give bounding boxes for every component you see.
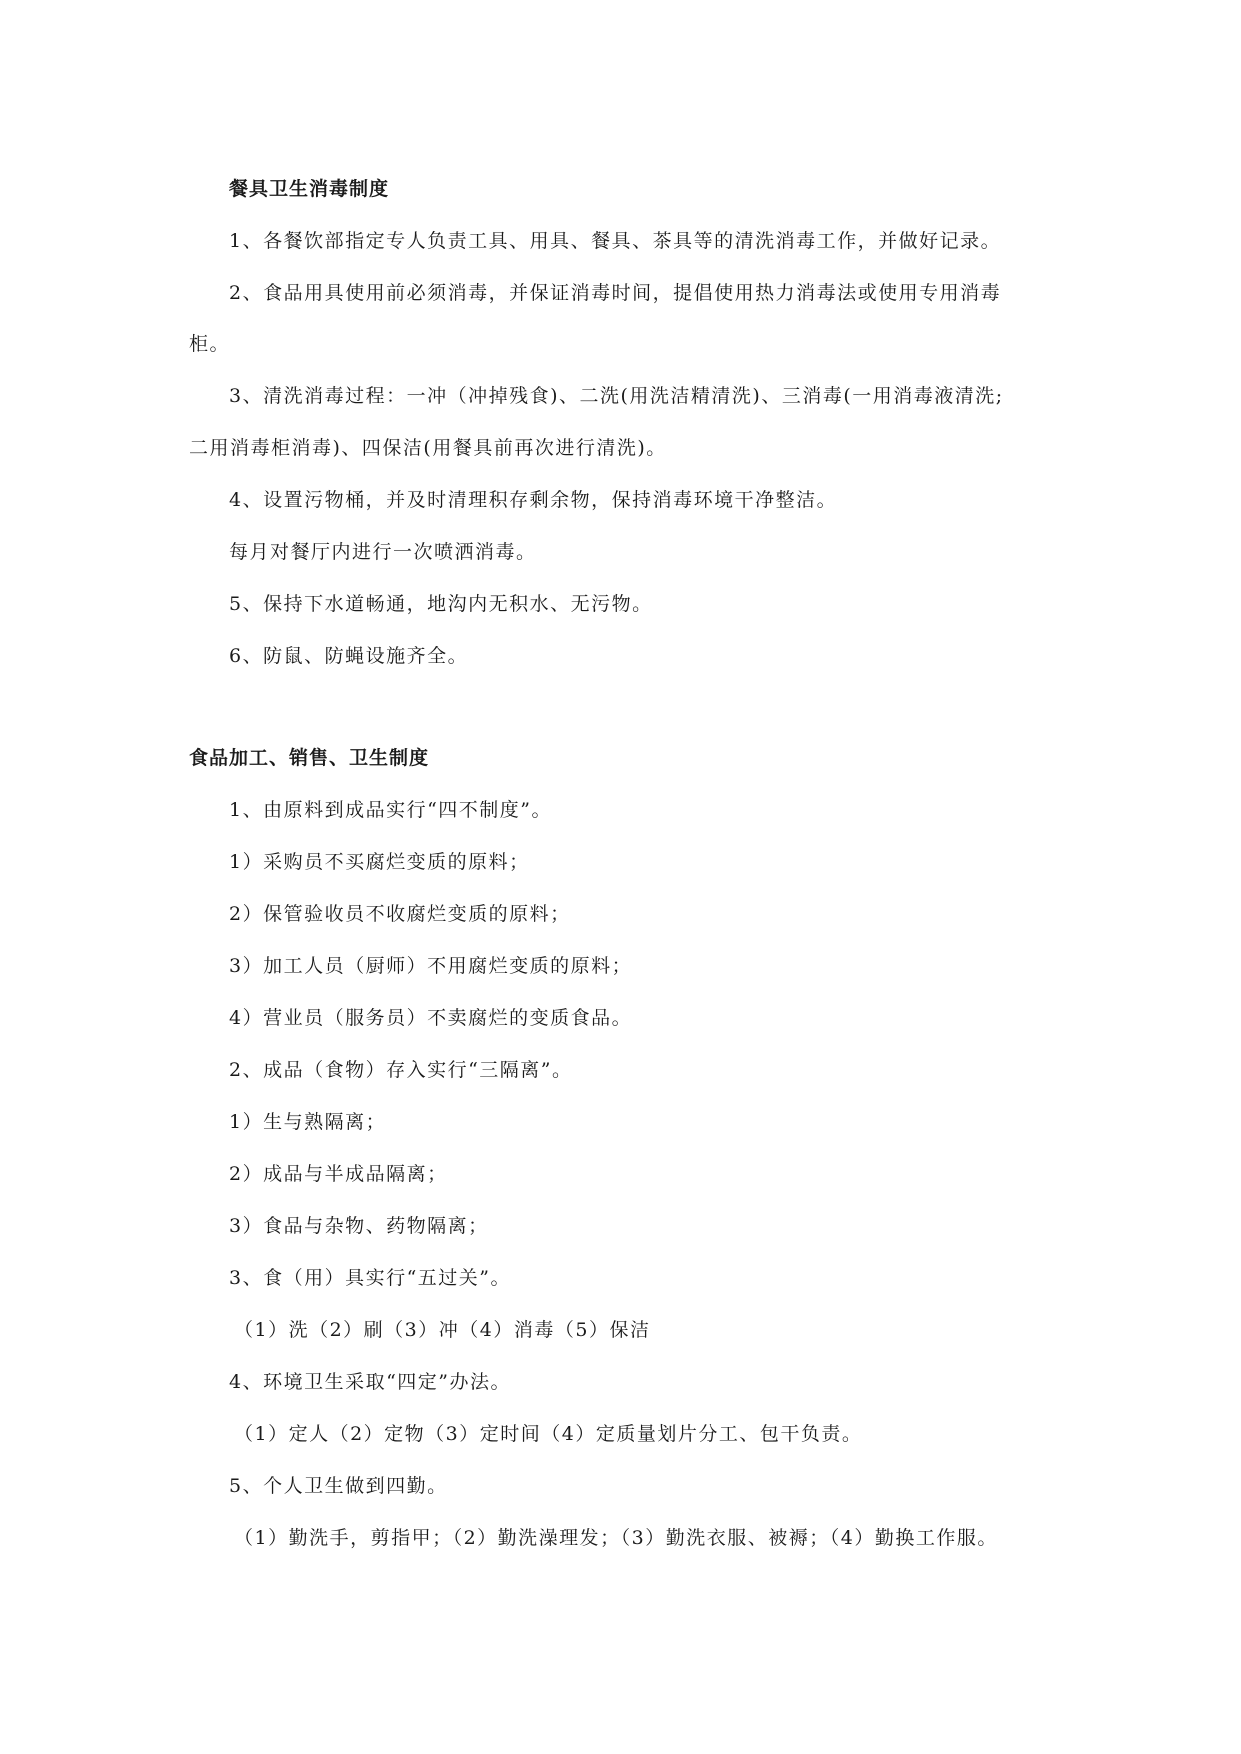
section1-item-4: 4、设置污物桶，并及时清理积存剩余物，保持消毒环境干净整洁。	[229, 489, 838, 511]
section1-item-1: 1、各餐饮部指定专人负责工具、用具、餐具、茶具等的清洗消毒工作，并做好记录。	[229, 230, 1002, 252]
section2-line-6: 2、成品（食物）存入实行“三隔离”。	[229, 1059, 573, 1081]
section2-title: 食品加工、销售、卫生制度	[189, 747, 430, 769]
section1-item-3-line1: 3、清洗消毒过程：一冲（冲掉残食)、二洗(用洗洁精清洗)、三消毒(一用消毒液清洗;	[229, 385, 1004, 407]
section2-line-12: 4、环境卫生采取“四定”办法。	[229, 1371, 512, 1393]
section1-item-2-line1: 2、食品用具使用前必须消毒，并保证消毒时间，提倡使用热力消毒法或使用专用消毒	[229, 282, 1002, 304]
section2-line-2: 1）采购员不买腐烂变质的原料；	[229, 851, 530, 873]
section1-item-2-line2: 柜。	[189, 333, 231, 355]
section2-line-14: 5、个人卫生做到四勤。	[229, 1475, 448, 1497]
section1-item-5: 5、保持下水道畅通，地沟内无积水、无污物。	[229, 593, 653, 615]
section2-line-5: 4）营业员（服务员）不卖腐烂的变质食品。	[229, 1007, 633, 1029]
section2-line-10: 3、食（用）具实行“五过关”。	[229, 1267, 512, 1289]
section1-item-6: 6、防鼠、防蝇设施齐全。	[229, 645, 469, 667]
section2-line-4: 3）加工人员（厨师）不用腐烂变质的原料；	[229, 955, 633, 977]
section1-item-4b: 每月对餐厅内进行一次喷洒消毒。	[229, 541, 537, 563]
section2-line-9: 3）食品与杂物、药物隔离；	[229, 1215, 489, 1237]
section1-title: 餐具卫生消毒制度	[229, 178, 390, 200]
section2-line-15: （1）勤洗手，剪指甲；（2）勤洗澡理发；（3）勤洗衣服、被褥；（4）勤换工作服。	[234, 1527, 998, 1549]
section2-line-13: （1）定人（2）定物（3）定时间（4）定质量划片分工、包干负责。	[234, 1423, 863, 1445]
section2-line-1: 1、由原料到成品实行“四不制度”。	[229, 799, 553, 821]
section1-item-3-line2: 二用消毒柜消毒)、四保洁(用餐具前再次进行清洗)。	[189, 437, 667, 459]
section2-line-3: 2）保管验收员不收腐烂变质的原料；	[229, 903, 571, 925]
section2-line-11: （1）洗（2）刷（3）冲（4）消毒（5）保洁	[234, 1319, 651, 1341]
section2-line-7: 1）生与熟隔离；	[229, 1111, 387, 1133]
section2-line-8: 2）成品与半成品隔离；	[229, 1163, 448, 1185]
